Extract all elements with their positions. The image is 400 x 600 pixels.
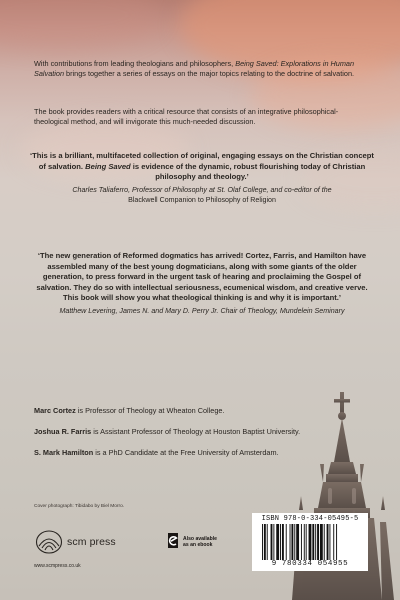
endorsement-quote — [30, 151, 374, 205]
author-bio — [34, 427, 370, 437]
blurb-paragraph — [34, 59, 370, 79]
author-description: is Assistant Professor of Theology at Houston Baptist University. — [91, 427, 301, 436]
author-name: Joshua R. Farris — [34, 427, 92, 436]
quote-text: ‘The new generation of Reformed dogmatics has arrived! Cortez, Farris, and Hamilton have assembled many of the best young dogmaticians, along with some giants of the older generation, to press forward in the urgent task of hearing and proclaiming the Gospel of salvation. They do so with intellectual seriousness, ecumenical wisdom, and creative verve. This book will show you what theological thinking is and why it is important.’ — [36, 251, 368, 303]
quote-text-part: is evidence of the dynamic, robust flourishing today of Christian philosophy and theology.’ — [130, 161, 366, 182]
photo-credit: Cover photograph: Tibidabo by Biel Morro. — [34, 504, 125, 509]
publisher-block — [34, 529, 134, 579]
ebook-label — [183, 536, 217, 548]
author-description: is a PhD Candidate at the Free University of Amsterdam. — [93, 448, 279, 457]
isbn-number: ISBN 978-0-334-05495-5 — [261, 515, 359, 523]
attribution-book-title: Blackwell Companion to Philosophy of Religion — [128, 195, 276, 204]
endorsement-quote — [30, 251, 374, 316]
author-bio — [34, 406, 370, 416]
book-title-italic: Being Saved — [85, 161, 131, 171]
author-name: S. Mark Hamilton — [34, 448, 94, 457]
ebook-e-icon — [166, 532, 181, 550]
quote-text — [30, 151, 374, 183]
scm-press-logo-icon — [34, 529, 64, 555]
quote-attribution: Matthew Levering, James N. and Mary D. Perry Jr. Chair of Theology, Mundelein Seminary — [59, 306, 345, 315]
author-bios — [34, 406, 370, 469]
ebook-label-line: as an ebook — [183, 542, 213, 548]
quote-attribution — [30, 185, 374, 205]
author-description: is Professor of Theology at Wheaton College. — [75, 406, 225, 415]
quote-text-part: ‘This is a brilliant, multifaceted collection of original, engaging essays on the Christian concept of salvation. — [30, 151, 374, 171]
attribution-text: Charles Taliaferro, Professor of Philosophy at St. Olaf College, and co-editor of the — [72, 185, 332, 194]
author-name: Marc Cortez — [34, 406, 76, 415]
ebook-label-line: Also available — [183, 536, 217, 542]
book-title-italic: Being Saved: Explorations in Human Salvation — [34, 59, 355, 79]
publisher-url: www.scmpress.co.uk — [34, 563, 81, 569]
blurb-text: With contributions from leading theologians and philosophers, — [34, 59, 236, 68]
blurb-text: brings together a series of essays on the major topics relating to the doctrine of salvation. — [64, 69, 355, 79]
ebook-availability — [166, 532, 246, 552]
sunset-cloud — [0, 0, 160, 50]
publisher-name: scm press — [67, 536, 116, 548]
author-bio — [34, 448, 370, 458]
isbn-barcode — [252, 513, 368, 571]
barcode-bars — [262, 524, 362, 560]
blurb-paragraph: The book provides readers with a critical resource that consists of an integrative philosophical-theological method, and will invigorate this much-needed discussion. — [34, 107, 339, 127]
barcode-digits: 9 780334 054955 — [271, 560, 349, 568]
